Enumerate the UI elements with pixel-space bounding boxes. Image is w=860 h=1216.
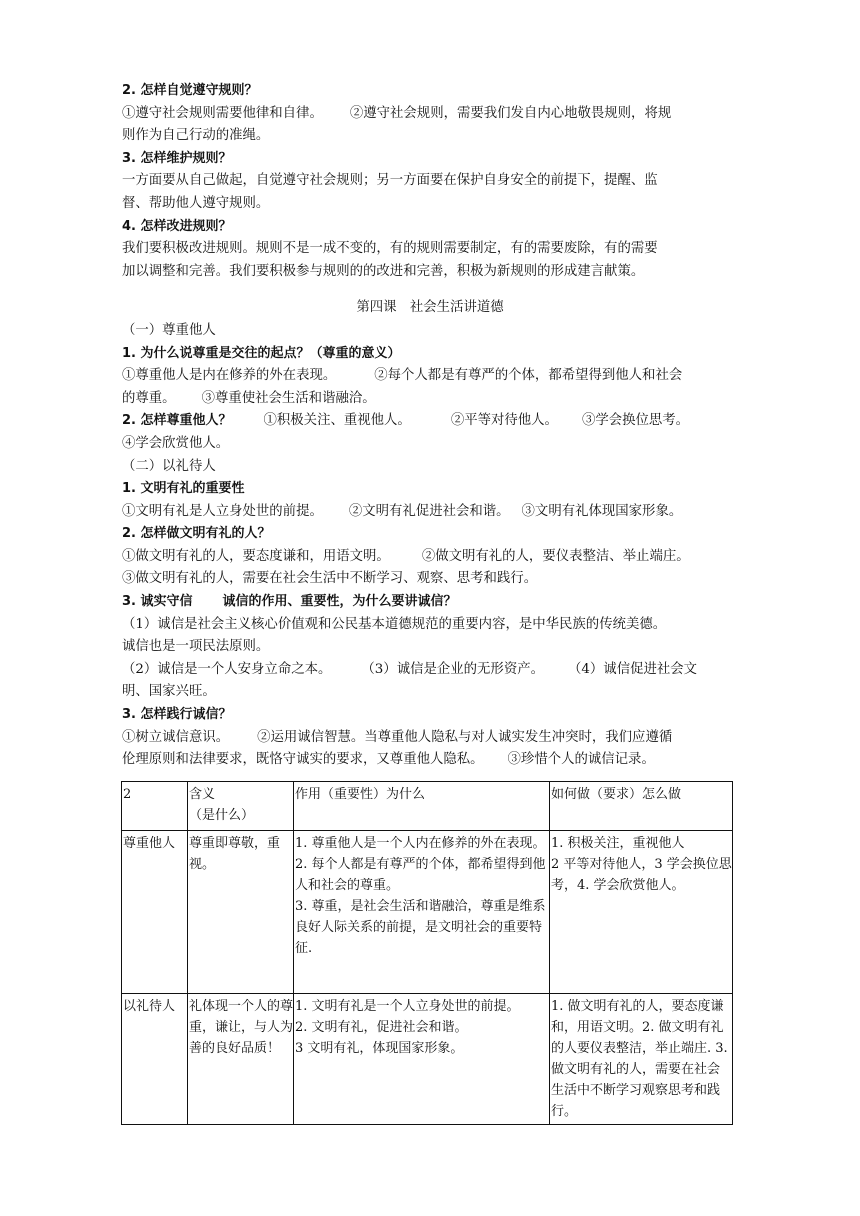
answer-line: 我们要积极改进规则。规则不是一成不变的，有的规则需要制定，有的需要废除，有的需要 <box>122 241 658 257</box>
table-cell-how: 1. 积极关注，重视他人 2 平等对待他人，3 学会换位思考，4. 学会欣赏他人。 <box>550 831 733 994</box>
answer-line <box>122 410 738 433</box>
answer-point: （2）诚信是一个人安身立命之本。 <box>122 661 332 677</box>
table-header-cell: 2 <box>122 782 188 831</box>
answer-point: ③文明有礼体现国家形象。 <box>521 503 683 519</box>
section-heading: （一）尊重他人 <box>122 322 216 338</box>
answer-point: ②每个人都是有尊严的个体，都希望得到他人和社会 <box>374 368 683 384</box>
answer-line: 加以调整和完善。我们要积极参与规则的的改进和完善，积极为新规则的形成建言献策。 <box>122 263 645 279</box>
answer-point: ①尊重他人是内在修养的外在表现。 <box>122 368 337 384</box>
lesson-title: 第四课 社会生活讲道德 <box>356 300 504 316</box>
table-cell-meaning: 礼体现一个人的尊重，谦让，与人为善的良好品质！ <box>188 994 294 1125</box>
summary-table <box>121 781 733 1125</box>
question-heading: 3. 怎样践行诚信？ <box>122 707 232 723</box>
answer-point: ②遵守社会规则，需要我们发自内心地敬畏规则，将规 <box>349 105 672 121</box>
answer-line <box>122 546 738 569</box>
answer-line: 诚信也是一项民法原则。 <box>122 639 270 655</box>
question-heading: 1. 文明有礼的重要性 <box>122 481 245 497</box>
answer-line <box>122 365 738 388</box>
table-row <box>122 994 733 1125</box>
answer-point: ③珍惜个人的诚信记录。 <box>507 752 655 768</box>
answer-point: 伦理原则和法律要求，既恪守诚实的要求，又尊重他人隐私。 <box>122 752 484 768</box>
table-cell-topic: 以礼待人 <box>122 994 188 1125</box>
table-row <box>122 831 733 994</box>
table-cell-how: 1. 做文明有礼的人，要态度谦和，用语文明。2. 做文明有礼的人要仪表整洁，举止端庄. 3. 做文明有礼的人，需要在社会生活中不断学习观察思考和践行。 <box>550 994 733 1125</box>
answer-point: ①树立诚信意识。 <box>122 729 230 745</box>
answer-line <box>122 727 738 750</box>
answer-point: ①做文明有礼的人，要态度谦和，用语文明。 <box>122 548 390 564</box>
answer-line: ③做文明有礼的人，需要在社会生活中不断学习、观察、思考和践行。 <box>122 571 538 587</box>
table-header-cell: 如何做（要求）怎么做 <box>550 782 733 831</box>
section-heading: （二）以礼待人 <box>122 458 216 474</box>
document-body <box>122 80 738 772</box>
answer-point: 的尊重。 <box>122 390 176 406</box>
table-cell-meaning: 尊重即尊敬，重视。 <box>188 831 294 994</box>
question-heading: 2. 怎样自觉遵守规则？ <box>122 83 258 98</box>
answer-point: ②文明有礼促进社会和谐。 <box>348 503 510 519</box>
answer-point: ③尊重使社会生活和谐融洽。 <box>201 390 376 406</box>
answer-line <box>122 388 738 411</box>
answer-point: ①遵守社会规则需要他律和自律。 <box>122 105 323 121</box>
answer-point: （4）诚信促进社会文 <box>568 661 698 677</box>
table-cell-topic: 尊重他人 <box>122 831 188 994</box>
answer-line: ④学会欣赏他人。 <box>122 435 230 451</box>
answer-line: （1）诚信是社会主义核心价值观和公民基本道德规范的重要内容，是中华民族的传统美德。 <box>122 616 667 632</box>
answer-line: 一方面要从自己做起，自觉遵守社会规则；另一方面要在保护自身安全的前提下，提醒、监 <box>122 173 658 189</box>
answer-line <box>122 749 738 772</box>
answer-line: 督、帮助他人遵守规则。 <box>122 195 270 211</box>
question-heading-part: 3. 诚实守信 <box>122 594 193 610</box>
question-heading: 2. 怎样尊重他人？ <box>122 413 232 429</box>
answer-line <box>122 659 738 682</box>
table-cell-function: 1. 文明有礼是一个人立身处世的前提。 2. 文明有礼，促进社会和谐。 3 文明有礼，体现国家形象。 <box>294 994 550 1125</box>
question-heading: 4. 怎样改进规则？ <box>122 218 232 234</box>
answer-point: ③学会换位思考。 <box>581 413 690 429</box>
answer-line: 明、国家兴旺。 <box>122 684 216 700</box>
answer-point: ②平等对待他人。 <box>450 413 558 429</box>
question-heading: 3. 怎样维护规则？ <box>122 150 232 166</box>
answer-point: ②运用诚信智慧。当尊重他人隐私与对人诚实发生冲突时，我们应遵循 <box>257 729 673 745</box>
table-cell-function: 1. 尊重他人是一个人内在修养的外在表现。 2. 每个人都是有尊严的个体，都希望得到他人和社会的尊重。 3. 尊重，是社会生活和谐融洽，尊重是维系良好人际关系的前提，是文明社会的重要特征. <box>294 831 550 994</box>
table-header-cell: 含义 （是什么） <box>188 782 294 831</box>
answer-line: 则作为自己行动的准绳。 <box>122 128 270 144</box>
answer-point: ①积极关注、重视他人。 <box>263 413 411 429</box>
answer-point: ②做文明有礼的人，要仪表整洁、举止端庄。 <box>421 548 690 564</box>
table-header-cell: 作用（重要性）为什么 <box>294 782 550 831</box>
question-heading: 1. 为什么说尊重是交往的起点？（尊重的意义） <box>122 345 401 361</box>
answer-line <box>122 103 738 126</box>
question-heading <box>122 591 738 614</box>
answer-point: ①文明有礼是人立身处世的前提。 <box>122 503 323 519</box>
answer-point: （3）诚信是企业的无形资产。 <box>361 661 544 677</box>
question-heading: 2. 怎样做文明有礼的人？ <box>122 526 271 542</box>
question-heading-part: 诚信的作用、重要性，为什么要讲诚信？ <box>222 594 457 610</box>
answer-line <box>122 501 738 524</box>
table-header-row <box>122 782 733 831</box>
